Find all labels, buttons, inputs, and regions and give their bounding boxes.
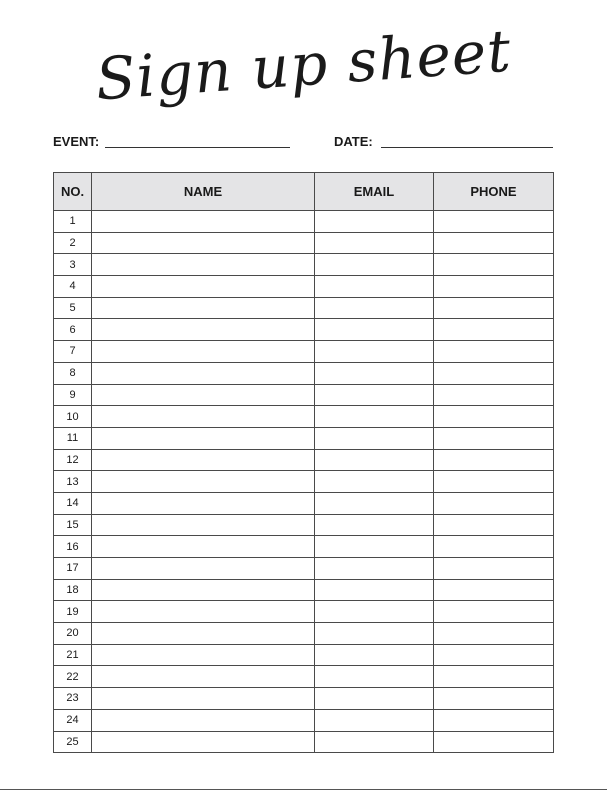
name-cell[interactable] [92, 341, 315, 363]
table-row [54, 449, 554, 471]
table-body [54, 211, 554, 753]
table-row [54, 471, 554, 493]
row-number: 19 [54, 601, 92, 623]
email-cell[interactable] [315, 232, 434, 254]
name-cell[interactable] [92, 666, 315, 688]
table-row [54, 406, 554, 428]
email-cell[interactable] [315, 427, 434, 449]
email-cell[interactable] [315, 362, 434, 384]
row-number: 2 [54, 232, 92, 254]
phone-cell[interactable] [434, 666, 554, 688]
name-cell[interactable] [92, 449, 315, 471]
table-row [54, 319, 554, 341]
phone-cell[interactable] [434, 709, 554, 731]
name-cell[interactable] [92, 427, 315, 449]
name-cell[interactable] [92, 211, 315, 233]
table-row [54, 536, 554, 558]
table-row [54, 558, 554, 580]
name-cell[interactable] [92, 319, 315, 341]
row-number: 3 [54, 254, 92, 276]
table-row [54, 579, 554, 601]
row-number: 6 [54, 319, 92, 341]
phone-cell[interactable] [434, 254, 554, 276]
email-cell[interactable] [315, 623, 434, 645]
email-cell[interactable] [315, 384, 434, 406]
table-row [54, 276, 554, 298]
email-cell[interactable] [315, 254, 434, 276]
row-number: 12 [54, 449, 92, 471]
signup-table [53, 172, 554, 753]
email-cell[interactable] [315, 341, 434, 363]
name-cell[interactable] [92, 406, 315, 428]
row-number: 16 [54, 536, 92, 558]
email-cell[interactable] [315, 666, 434, 688]
column-header-no: NO. [54, 173, 92, 211]
phone-cell[interactable] [434, 449, 554, 471]
phone-cell[interactable] [434, 623, 554, 645]
name-cell[interactable] [92, 276, 315, 298]
row-number: 20 [54, 623, 92, 645]
name-cell[interactable] [92, 558, 315, 580]
table-row [54, 427, 554, 449]
email-cell[interactable] [315, 644, 434, 666]
column-header-email: EMAIL [315, 173, 434, 211]
phone-cell[interactable] [434, 319, 554, 341]
name-cell[interactable] [92, 514, 315, 536]
email-cell[interactable] [315, 319, 434, 341]
table-row [54, 688, 554, 710]
name-cell[interactable] [92, 362, 315, 384]
name-cell[interactable] [92, 254, 315, 276]
phone-cell[interactable] [434, 341, 554, 363]
row-number: 4 [54, 276, 92, 298]
email-cell[interactable] [315, 536, 434, 558]
name-cell[interactable] [92, 536, 315, 558]
phone-cell[interactable] [434, 558, 554, 580]
email-cell[interactable] [315, 688, 434, 710]
phone-cell[interactable] [434, 362, 554, 384]
name-cell[interactable] [92, 623, 315, 645]
date-field[interactable] [381, 147, 553, 148]
phone-cell[interactable] [434, 406, 554, 428]
name-cell[interactable] [92, 471, 315, 493]
phone-cell[interactable] [434, 232, 554, 254]
phone-cell[interactable] [434, 536, 554, 558]
row-number: 13 [54, 471, 92, 493]
sheet-title: Sign up sheet [93, 16, 514, 114]
name-cell[interactable] [92, 644, 315, 666]
phone-cell[interactable] [434, 579, 554, 601]
column-header-name: NAME [92, 173, 315, 211]
row-number: 23 [54, 688, 92, 710]
row-number: 7 [54, 341, 92, 363]
row-number: 10 [54, 406, 92, 428]
table-row [54, 514, 554, 536]
email-cell[interactable] [315, 211, 434, 233]
phone-cell[interactable] [434, 644, 554, 666]
table-row [54, 666, 554, 688]
email-cell[interactable] [315, 731, 434, 753]
table-row [54, 731, 554, 753]
phone-cell[interactable] [434, 601, 554, 623]
event-field[interactable] [105, 147, 290, 148]
table-row [54, 623, 554, 645]
row-number: 25 [54, 731, 92, 753]
name-cell[interactable] [92, 709, 315, 731]
phone-cell[interactable] [434, 297, 554, 319]
phone-cell[interactable] [434, 276, 554, 298]
name-cell[interactable] [92, 297, 315, 319]
email-cell[interactable] [315, 471, 434, 493]
email-cell[interactable] [315, 297, 434, 319]
date-label: DATE: [334, 134, 373, 149]
row-number: 14 [54, 492, 92, 514]
page-bottom-rule [0, 789, 607, 790]
table-row [54, 362, 554, 384]
table-header-row [54, 173, 554, 211]
table-row [54, 709, 554, 731]
name-cell[interactable] [92, 688, 315, 710]
name-cell[interactable] [92, 579, 315, 601]
email-cell[interactable] [315, 601, 434, 623]
row-number: 18 [54, 579, 92, 601]
table-row [54, 297, 554, 319]
email-cell[interactable] [315, 709, 434, 731]
row-number: 21 [54, 644, 92, 666]
row-number: 8 [54, 362, 92, 384]
table-row [54, 644, 554, 666]
name-cell[interactable] [92, 384, 315, 406]
table-row [54, 601, 554, 623]
phone-cell[interactable] [434, 731, 554, 753]
row-number: 9 [54, 384, 92, 406]
row-number: 11 [54, 427, 92, 449]
email-cell[interactable] [315, 579, 434, 601]
name-cell[interactable] [92, 492, 315, 514]
email-cell[interactable] [315, 276, 434, 298]
table-row [54, 341, 554, 363]
phone-cell[interactable] [434, 514, 554, 536]
phone-cell[interactable] [434, 492, 554, 514]
table-row [54, 232, 554, 254]
phone-cell[interactable] [434, 427, 554, 449]
phone-cell[interactable] [434, 384, 554, 406]
email-cell[interactable] [315, 406, 434, 428]
row-number: 5 [54, 297, 92, 319]
email-cell[interactable] [315, 449, 434, 471]
table-row [54, 384, 554, 406]
row-number: 22 [54, 666, 92, 688]
phone-cell[interactable] [434, 688, 554, 710]
table-row [54, 211, 554, 233]
event-label: EVENT: [53, 134, 100, 149]
row-number: 17 [54, 558, 92, 580]
name-cell[interactable] [92, 731, 315, 753]
row-number: 24 [54, 709, 92, 731]
name-cell[interactable] [92, 601, 315, 623]
table-row [54, 492, 554, 514]
phone-cell[interactable] [434, 471, 554, 493]
table-row [54, 254, 554, 276]
phone-cell[interactable] [434, 211, 554, 233]
row-number: 1 [54, 211, 92, 233]
name-cell[interactable] [92, 232, 315, 254]
email-cell[interactable] [315, 492, 434, 514]
row-number: 15 [54, 514, 92, 536]
column-header-phone: PHONE [434, 173, 554, 211]
email-cell[interactable] [315, 558, 434, 580]
email-cell[interactable] [315, 514, 434, 536]
